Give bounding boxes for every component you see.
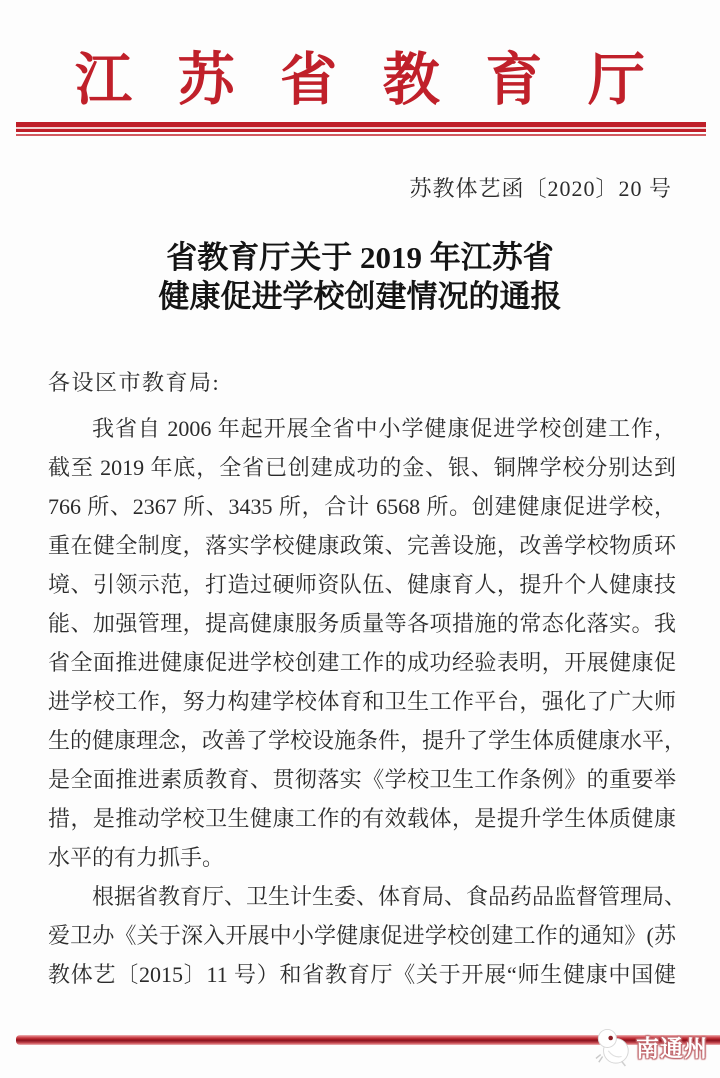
body-line: 我省自 2006 年起开展全省中小学健康促进学校创建工作， <box>92 416 676 441</box>
body-line: 重在健全制度，落实学校健康政策、完善设施，改善学校物质环 <box>48 533 676 558</box>
body-line: 766 所、2367 所、3435 所，合计 6568 所。创建健康促进学校， <box>48 494 676 519</box>
body-line: 能、加强管理，提高健康服务质量等各项措施的常态化落实。我 <box>48 611 676 636</box>
letterhead-double-rule <box>16 122 706 136</box>
document-body <box>48 409 687 994</box>
salutation: 各设区市教育局: <box>48 370 221 395</box>
body-line: 省全面推进健康促进学校创建工作的成功经验表明，开展健康促 <box>48 650 676 675</box>
body-line: 爱卫办《关于深入开展中小学健康促进学校创建工作的通知》(苏 <box>48 923 676 948</box>
paragraph-2 <box>48 877 687 994</box>
document-reference-number: 苏教体艺函〔2020〕20 号 <box>409 176 672 201</box>
letterhead-org-name: 江苏省教育厅 <box>74 49 691 112</box>
document-title-line2: 健康促进学校创建情况的通报 <box>158 279 562 314</box>
body-line: 生的健康理念，改善了学校设施条件，提升了学生体质健康水平， <box>48 728 687 753</box>
rule-thin-line <box>16 134 706 136</box>
body-line: 是全面推进素质教育、贯彻落实《学校卫生工作条例》的重要举 <box>48 767 676 792</box>
body-line: 水平的有力抓手。 <box>48 845 225 870</box>
body-line: 根据省教育厅、卫生计生委、体育局、食品药品监督管理局、 <box>92 884 687 909</box>
body-line: 截至 2019 年底，全省已创建成功的金、银、铜牌学校分别达到 <box>48 455 676 480</box>
document-title <box>0 238 720 316</box>
body-line: 境、引领示范，打造过硬师资队伍、健康育人，提升个人健康技 <box>48 572 676 597</box>
paragraph-1 <box>48 409 687 877</box>
document-title-line1: 省教育厅关于 2019 年江苏省 <box>166 240 554 275</box>
body-line: 措，是推动学校卫生健康工作的有效载体，是提升学生体质健康 <box>48 806 676 831</box>
bird-mascot-icon <box>595 1026 633 1068</box>
footer-brand <box>595 1024 708 1068</box>
footer-brand-name: 南通州 <box>636 1034 708 1061</box>
body-line: 进学校工作，努力构建学校体育和卫生工作平台，强化了广大师 <box>48 689 676 714</box>
body-line: 教体艺〔2015〕11 号）和省教育厅《关于开展“师生健康中国健 <box>48 962 676 987</box>
